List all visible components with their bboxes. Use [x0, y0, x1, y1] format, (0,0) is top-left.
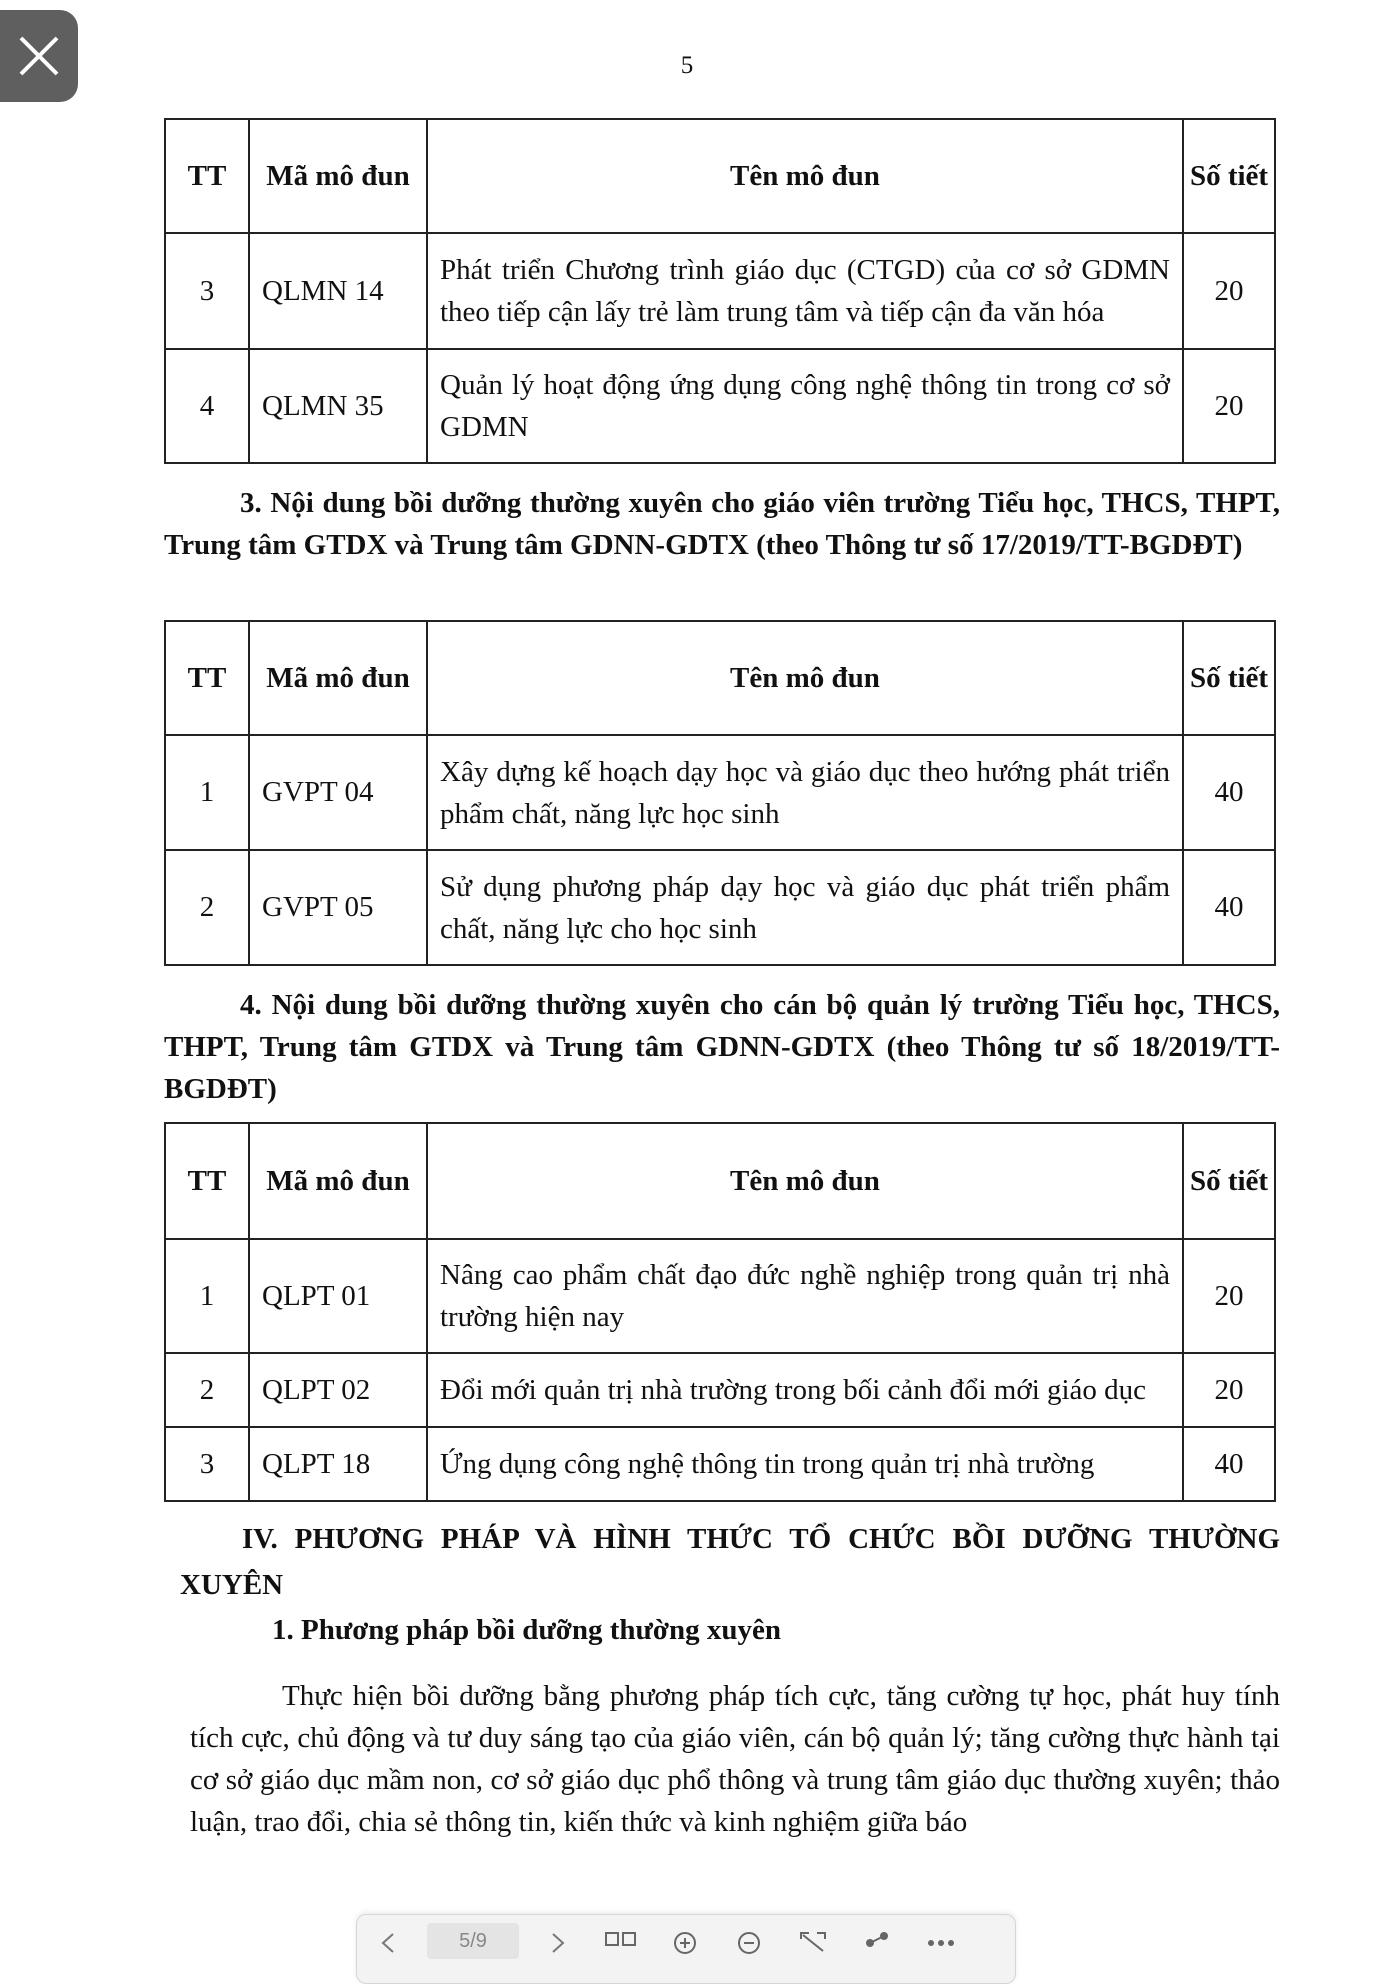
viewer-toolbar [356, 1914, 1016, 1984]
table-row [165, 1239, 1275, 1353]
table-header-row [165, 621, 1275, 735]
cell-code: QLPT 02 [249, 1353, 427, 1427]
table-row [165, 349, 1275, 463]
table-row [165, 1427, 1275, 1501]
header-code: Mã mô đun [249, 119, 427, 233]
more-icon [926, 1938, 956, 1948]
next-page-button[interactable] [525, 1923, 589, 1963]
cell-tt: 2 [165, 1353, 249, 1427]
header-tt: TT [165, 1123, 249, 1239]
cell-name: Đổi mới quản trị nhà trường trong bối cảnh đổi mới giáo dục [427, 1353, 1183, 1427]
chevron-right-icon [545, 1931, 569, 1955]
fullscreen-button[interactable] [781, 1923, 845, 1963]
cell-hours: 20 [1183, 233, 1275, 349]
zoom-in-button[interactable] [653, 1923, 717, 1963]
section-3-title: 3. Nội dung bồi dưỡng thường xuyên cho giáo viên trường Tiểu học, THCS, THPT, Trung tâm GTDX và Trung tâm GDNN-GDTX (theo Thông tư số 17/2019/TT-BGDĐT) [164, 487, 1280, 561]
grid-view-button[interactable] [589, 1923, 653, 1963]
table-row [165, 735, 1275, 850]
module-table-2 [164, 620, 1276, 966]
header-hours: Số tiết [1183, 1123, 1275, 1239]
grid-view-icon [604, 1931, 638, 1955]
body-paragraph: Thực hiện bồi dưỡng bằng phương pháp tích cực, tăng cường tự học, phát huy tính tích cực, chủ động và tư duy sáng tạo của giáo viên, cán bộ quản lý; tăng cường thực hành tại cơ sở giáo dục mầm non, cơ sở giáo dục phổ thông và trung tâm giáo dục thường xuyên; thảo luận, trao đổi, chia sẻ thông tin, kiến thức và kinh nghiệm giữa báo [190, 1680, 1280, 1838]
cell-tt: 3 [165, 233, 249, 349]
table-header-row [165, 1123, 1275, 1239]
cell-tt: 1 [165, 1239, 249, 1353]
cell-name: Ứng dụng công nghệ thông tin trong quản trị nhà trường [427, 1427, 1183, 1501]
cell-name: Xây dựng kế hoạch dạy học và giáo dục theo hướng phát triển phẩm chất, năng lực học sinh [427, 735, 1183, 850]
header-tt: TT [165, 119, 249, 233]
header-code: Mã mô đun [249, 1123, 427, 1239]
cell-tt: 1 [165, 735, 249, 850]
cell-hours: 20 [1183, 1353, 1275, 1427]
table-header-row [165, 119, 1275, 233]
cell-name: Sử dụng phương pháp dạy học và giáo dục phát triển phẩm chất, năng lực cho học sinh [427, 850, 1183, 965]
cell-hours: 40 [1183, 850, 1275, 965]
table-row [165, 850, 1275, 965]
header-name: Tên mô đun [427, 1123, 1183, 1239]
table-row [165, 233, 1275, 349]
header-code: Mã mô đun [249, 621, 427, 735]
share-icon [864, 1930, 890, 1956]
zoom-out-button[interactable] [717, 1923, 781, 1963]
header-hours: Số tiết [1183, 621, 1275, 735]
zoom-out-icon [736, 1930, 762, 1956]
more-button[interactable] [909, 1923, 973, 1963]
header-name: Tên mô đun [427, 119, 1183, 233]
table-row [165, 1353, 1275, 1427]
page-number: 5 [680, 52, 694, 79]
cell-name: Quản lý hoạt động ứng dụng công nghệ thông tin trong cơ sở GDMN [427, 349, 1183, 463]
cell-name: Nâng cao phẩm chất đạo đức nghề nghiệp trong quản trị nhà trường hiện nay [427, 1239, 1183, 1353]
expand-icon [799, 1931, 827, 1955]
cell-code: QLPT 18 [249, 1427, 427, 1501]
cell-hours: 40 [1183, 1427, 1275, 1501]
section-iv-title: IV. PHƯƠNG PHÁP VÀ HÌNH THỨC TỔ CHỨC BỒI DƯỠNG THƯỜNG XUYÊN [180, 1523, 1280, 1601]
cell-name: Phát triển Chương trình giáo dục (CTGD) của cơ sở GDMN theo tiếp cận lấy trẻ làm trung tâm và tiếp cận đa văn hóa [427, 233, 1183, 349]
cell-code: GVPT 05 [249, 850, 427, 965]
prev-page-button[interactable] [357, 1923, 421, 1963]
cell-code: QLMN 35 [249, 349, 427, 463]
cell-tt: 4 [165, 349, 249, 463]
zoom-in-icon [672, 1930, 698, 1956]
subsection-1-title: 1. Phương pháp bồi dưỡng thường xuyên [272, 1614, 781, 1646]
module-table-3 [164, 1122, 1276, 1502]
cell-hours: 20 [1183, 349, 1275, 463]
cell-hours: 40 [1183, 735, 1275, 850]
section-4-title: 4. Nội dung bồi dưỡng thường xuyên cho cán bộ quản lý trường Tiểu học, THCS, THPT, Trung tâm GTDX và Trung tâm GDNN-GDTX (theo Thông tư số 18/2019/TT-BGDĐT) [164, 989, 1280, 1105]
cell-tt: 3 [165, 1427, 249, 1501]
share-button[interactable] [845, 1923, 909, 1963]
header-name: Tên mô đun [427, 621, 1183, 735]
header-hours: Số tiết [1183, 119, 1275, 233]
cell-code: GVPT 04 [249, 735, 427, 850]
module-table-1 [164, 118, 1276, 464]
page-indicator[interactable]: 5/9 [427, 1923, 519, 1959]
header-tt: TT [165, 621, 249, 735]
cell-code: QLMN 14 [249, 233, 427, 349]
cell-code: QLPT 01 [249, 1239, 427, 1353]
cell-hours: 20 [1183, 1239, 1275, 1353]
chevron-left-icon [377, 1931, 401, 1955]
cell-tt: 2 [165, 850, 249, 965]
